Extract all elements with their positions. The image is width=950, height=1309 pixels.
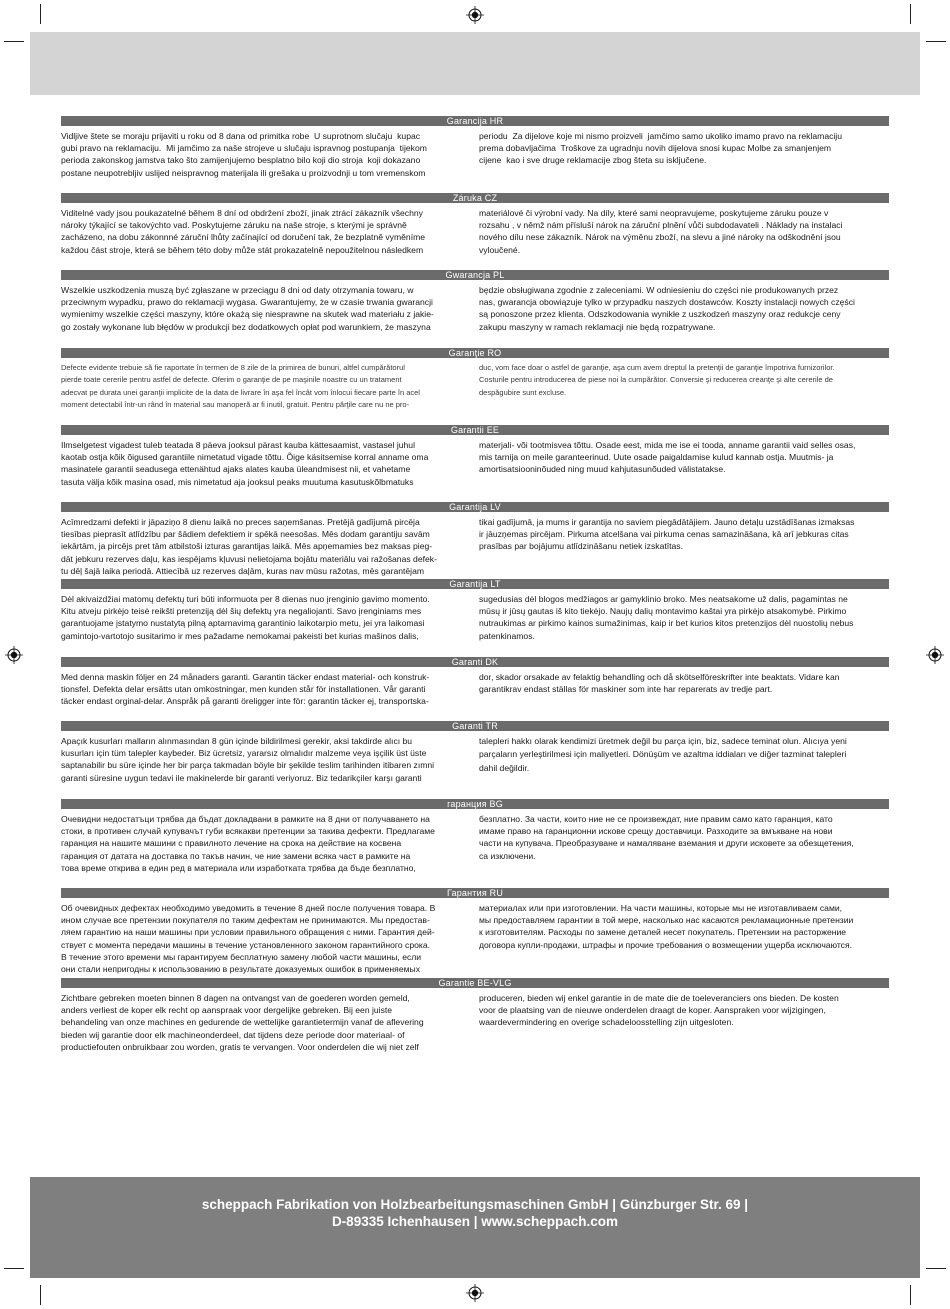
section-text-left: Med denna maskin följer en 24 månaders garanti. Garantin täcker endast material- och konstruk- tionsfel. Defekta delar ersätts utan omkostningar, men kunden står för installationen. Vår garanti täcker endast orginal-delar. Anspråk på garanti öreligger inte för: garantin täcker ej, transportska- — [61, 672, 430, 707]
crop-mark-icon — [926, 41, 946, 42]
section-text-right: produceren, bieden wij enkel garantie in de mate die de toeleveranciers ons bieden. De kosten voor de plaatsing van de nieuwe onderdelen draagt de koper. Aanspraken voor wijzigingen, waardevermindering en overige schadeloosstelling zijn uitgesloten. — [479, 993, 839, 1028]
registration-mark-icon — [466, 1284, 484, 1302]
section-text-left: Apaçık kusurları malların alınmasından 8 gün içinde bildirilmesi gerekir, aksi takdirde alıcı bu kusurları için tüm talepler kaybeder. Biz ücretsiz, yararsız olmalıdır malzeme veya işçilik üst üste saptanabilir bu süre içinde her bir parça takmadan böyle bir şekilde teslim tarihinden itibaren zımni garanti süresine uygun tedavi ile makinelerde bir garanti veriyoruz. Biz tedarikçiler karşı garanti — [61, 736, 435, 783]
section-text-left: Zichtbare gebreken moeten binnen 8 dagen na ontvangst van de goederen worden gemeld, anders verliest de koper elk recht op aanspraak voor dergelijke gebreken. Bij een juiste behandeling van onze machines en gedurende de wettelijke garantietermijn vanaf de aflevering bieden wij garantie door elk machineonderdeel, dat tijdens deze periode door materiaal- of productiefouten onbruikbaar zou worden, gratis te vervangen. Voor onderdelen die wij niet zelf — [61, 993, 424, 1052]
registration-mark-icon — [466, 6, 484, 24]
section-title: Garanţie RO — [61, 348, 889, 358]
section-text-right: dor, skador orsakade av felaktig behandling och då skötselföreskrifter inte beaktats. Vidare kan garantikrav endast ställas för maskiner som inte har reparerats av tredje part. — [479, 672, 840, 695]
section-text-right: tikai gadījumā, ja mums ir garantija no saviem piegādātājiem. Jauno detaļu uzstādīšanas izmaksas ir jāuzņemas pircējam. Pirkuma atcelšana vai pirkuma cenas samazināšana, kā arī jebkuras citas prasības par bojājumu atlīdzināšanu netiek izskatītas. — [479, 517, 855, 552]
crop-mark-icon — [4, 41, 24, 42]
section-text-left: Vidljive štete se moraju prijaviti u roku od 8 dana od primitka robe U suprotnom slučaju kupac gubi pravo na reklamaciju. Mi jamčimo za naše strojeve u slučaju ispravnog postupanja tijekom perioda zakonskog jamstva tako što zamijenjujemo besplatno bilo koji dio stroja koji dokazano postane neupotrebljiv uslijed neispravnog materijala ili grešaka u proizvodnji u tom vremenskom — [61, 131, 427, 178]
header-band — [30, 32, 920, 95]
section-text-left: Viditelné vady jsou poukazatelné během 8 dní od obdržení zboží, jinak ztrácí zákazník všechny nároky týkající se takovýchto vad. Poskytujeme záruku na naše stroje, s kterými je správně zacházeno, na dobu zákonnné záruční lhůty začínající od doručení tak, že bezplatně vyměníme každou část stroje, která se během této doby může stát prokazatelně nepoužitelnou následkem — [61, 208, 426, 255]
registration-mark-icon — [5, 646, 23, 664]
crop-mark-icon — [926, 1268, 946, 1269]
section-text-left: Очевидни недостатъци трябва да бъдат докладвани в рамките на 8 дни от получаването на стоки, в противен случай купувачът губи всякакви претенции за такива дефекти. Предлагаме гаранция на нашите машини с правилното лечение на срока на действие на косвена гаранция от датата на доставка по такъв начин, че ние замени всяка част в рамките на това време открива в един ред в материала или изработката трябва да бъде безплатно, — [61, 814, 435, 873]
section-text-right: materjali- või tootmisvea tõttu. Osade eest, mida me ise ei tooda, anname garantii vaid selles osas, mis tarnija on meile garanteerinud. Uute osade paigaldamise kulud kannab ostja. Muutmis- ja amortisatsiooninõuded ning muud kahjutasunõuded välistatakse. — [479, 440, 856, 475]
section-title: Гарантия RU — [61, 888, 889, 898]
section-text-right: материалах или при изготовлении. На части машины, которые мы не изготавливаем сами, мы предоставляем гарантии в той мере, насколько нас касаются рекламационные претензии к изготовителям. Расходы по замене деталей несет покупатель. Претензии на расторжение договора купли-продажи, штрафы и прочие требования о возмещении ущерба исключаются. — [479, 903, 854, 950]
section-text-left: Dėl akivaizdžiai matomų defektų turi būti informuota per 8 dienas nuo įrenginio gavimo momento. Kitu atveju pirkėjo teisė reikšti pretenziją dėl šių defektų yra negaliojanti. Savo įrenginiams mes garantuojame įstatymo nustatytą pilną aptarnavimą garantinio laikotarpio metu, jei yra laikomasi gamintojo-vartotojo susitarimo ir mes pažadame nemokamai pakeisti bet kurias mašinos dalis, — [61, 594, 430, 641]
section-text-left: Ilmselgetest vigadest tuleb teatada 8 päeva jooksul pärast kauba kättesaamist, vastasel juhul kaotab ostja kõik õigused garantiile nimetatud vigade tõttu. Õige käsitsemise korral anname oma masinatele garantii seadusega ettenähtud ajaks alates kauba üleandmisest nii, et vahetame tasuta välja kõik masina osad, mis nimetatud aja jooksul peaks muutuma kasutuskõlbmatuks — [61, 440, 429, 487]
section-title: Garantii EE — [61, 425, 889, 435]
section-text-right: periodu Za dijelove koje mi nismo proizveli jamčimo samo ukoliko imamo pravo na reklamaciju prema dobavljačima Troškove za ugradnju novih dijelova snosi kupac Molbe za smanjenjem cijene kao i sve druge reklamacije zbog šteta su isključene. — [479, 131, 842, 166]
footer-company-address: scheppach Fabrikation von Holzbearbeitungsmaschinen GmbH | Günzburger Str. 69 | — [201, 1197, 749, 1212]
crop-mark-icon — [40, 4, 41, 24]
section-text-right: sugedusias dėl blogos medžiagos ar gamyklinio broko. Mes neatsakome už dalis, pagamintas ne mūsų ir jūsų gautas iš kito tiekėjo. Naujų dalių montavimo kaštai yra pirkėjo atsakomybė. Pirkimo nutraukimas ar pirkimo kainos sumažinimas, kaip ir bet kurios kitos pretenzijos dėl nuostolių nebus patenkinamos. — [479, 594, 854, 641]
crop-mark-icon — [40, 1285, 41, 1305]
footer-city-website: D-89335 Ichenhausen | www.scheppach.com — [331, 1214, 619, 1229]
section-text-left: Wszelkie uszkodzenia muszą być zgłaszane w przeciągu 8 dni od daty otrzymania towaru, w przeciwnym wypadku, prawo do reklamacji wygasa. Gwarantujemy, że w czasie trwania gwarancji wymienimy wszelkie części maszyny, które okażą się niesprawne na skutek wad materiału z jakie- go zostały wykonane lub błędów w produkcji bez dodatkowych opłat pod warunkiem, że maszyna — [61, 285, 434, 332]
registration-mark-icon — [926, 646, 944, 664]
section-text-left: Об очевидных дефектах необходимо уведомить в течение 8 дней после получения товара. В ином случае все претензии покупателя по таким дефектам не принимаются. Мы предостав- ляем гарантию на наши машины при условии правильного обращения с ними. Гарантия дей- ствует с момента передачи машины в течение установленного законом гарантийного срока. В течение этого времени мы гарантируем бесплатную замену любой части машины, если они стали непригодны к использованию в результате доказуемых ошибок в применяемых — [61, 903, 436, 975]
section-title: Záruka CZ — [61, 193, 889, 203]
section-text-right: będzie obsługiwana zgodnie z zaleceniami. W odniesieniu do części nie produkowanych przez nas, gwarancja obowiązuje tylko w przypadku naszych dostawców. Koszty instalacji nowych części są ponoszone przez klienta. Odszkodowania wynikłe z uszkodzeń maszyny oraz redukcje ceny zakupu maszyny w ramach reklamacji nie będą rozpatrywane. — [479, 285, 855, 332]
section-text-left: Defecte evidente trebuie să fie raportate în termen de 8 zile de la primirea de bunuri, altfel cumpărătorul pierde toate cererile pentru astfel de defecte. Oferim o garanţie de pe maşinile noastre cu un tratament adecvat pe durata unei garanţii implicite de la data de livrare în aşa fel încât vom înlocui fiecare parte în acel moment detectabil într-un rând în material sau manoperă ar fi inutil, gratuit. Pentru părţile care nu ne pro- — [61, 363, 420, 409]
section-title: Garanti TR — [61, 721, 889, 731]
section-title: гаранция BG — [61, 799, 889, 809]
section-title: Garantie BE-VLG — [61, 978, 889, 988]
section-title: Garantija LV — [61, 502, 889, 512]
section-text-right: talepleri hakkı olarak kendimizi üretmek değil bu parça için, biz, sadece teminat olun. Alıcıya yeni parçaların yerleştirilmesi için maliyetleri. Dönüşüm ve azaltma iddiaları ve diğer tazminat talepleri dahil değildir. — [479, 736, 847, 773]
section-title: Garantija LT — [61, 579, 889, 589]
section-text-right: безплатно. За части, които ние не се произвеждат, ние правим само като гаранция, като имаме право на гаранционни искове срещу доставчици. Разходите за вмъкване на нови части на купувача. Преобразуване и намаляване вземания и други исковете за обезщетения, са изключени. — [479, 814, 854, 861]
section-text-right: duc, vom face doar o astfel de garanţie, aşa cum avem dreptul la pretenţii de garanţie împotriva furnizorilor. Costurile pentru introducerea de piese noi la cumpărător. Conversie şi reducerea creanţe şi alte cererile de despăgubire sunt excluse. — [479, 363, 835, 397]
section-text-left: Acīmredzami defekti ir jāpaziņo 8 dienu laikā no preces saņemšanas. Pretējā gadījumā pircēja tiesības pieprasīt atlīdzību par šādiem defektiem ir spēkā neesošas. Mēs dodam garantiju savām iekārtām, ja pircējs pret tām atbilstoši izturas garantijas laikā. Mēs apņemamies bez maksas pieg- dāt jebkuru rezerves daļu, kas iespējams kļuvusi nelietojama bojātu materiālu vai ražošanas defek- tu dēļ šajā laika periodā. Attiecībā uz rezerves daļām, kuras nav mūsu ražotas, mēs garantējam — [61, 517, 437, 576]
section-title: Garancija HR — [61, 116, 889, 126]
crop-mark-icon — [910, 1285, 911, 1305]
crop-mark-icon — [4, 1268, 24, 1269]
crop-mark-icon — [910, 4, 911, 24]
section-title: Garanti DK — [61, 657, 889, 667]
footer-band — [30, 1177, 920, 1278]
section-title: Gwarancja PL — [61, 270, 889, 280]
section-text-right: materiálové či výrobní vady. Na díly, které sami neopravujeme, poskytujeme záruku pouze v rozsahu , v němž nám přísluší nárok na záruční plnění vůči subdodavateli . Náklady na instalaci nového dílu nese zákazník. Nárok na výměnu zboží, na slevu a jiné nároky na odškodnění jsou vyloučené. — [479, 208, 843, 255]
